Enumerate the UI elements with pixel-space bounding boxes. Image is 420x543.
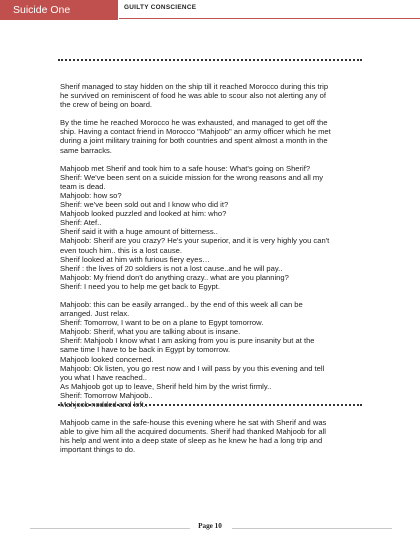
chapter-title: GUILTY CONSCIENCE <box>124 4 197 11</box>
section-divider-top <box>58 59 362 63</box>
text-line: Mahjoob: this can be easily arranged.. by the end of this week all can be <box>60 299 303 309</box>
section-divider-middle <box>58 404 362 408</box>
text-line: Sherif managed to stay hidden on the ship till it reached Morocco during this trip <box>60 82 329 91</box>
section-1-text <box>60 82 365 409</box>
text-line: Sherif : the lives of 20 soldiers is not a lost cause..and he will pay.. <box>60 263 283 273</box>
text-line: Mahjoob: Sherif, what you are talking about is insane. <box>60 327 241 337</box>
text-line: you what I have reached.. <box>60 372 147 382</box>
text-line: Mahjoob nodded and left.. <box>60 400 148 409</box>
text-line: the crew of being on board. <box>60 100 153 110</box>
text-line: By the time he reached Morocco he was exhausted, and managed to get off the <box>60 118 328 128</box>
text-line: he survived on reminiscent of food he was able to scour also not alerting any of <box>60 91 326 101</box>
text-line: Mahjoob: Sherif are you crazy? He's your superior, and it is very highly you can't <box>60 236 330 246</box>
text-line: team is dead. <box>60 181 106 191</box>
text-line: Mahjoob met Sherif and took him to a safe house: What's going on Sherif? <box>60 163 311 173</box>
paragraph-gap <box>60 109 365 118</box>
page-number: Page 10 <box>198 522 222 530</box>
text-line: Sherif said it with a huge amount of bitterness.. <box>60 227 218 237</box>
text-line: Sherif: Mahjoob I know what I am asking from you is pure insanity but at the <box>60 336 315 346</box>
text-line: same time I have to be back in Egypt by tomorrow. <box>60 345 231 355</box>
text-line: Sherif: Atef.. <box>60 218 102 228</box>
text-line: able to give him all the acquired documents. Sherif had thanked Mahjoob for all <box>60 427 326 437</box>
text-line: Mahjoob: My friend don't do anything crazy.. what are you planning? <box>60 272 289 282</box>
text-line: even touch him.. this is a lost cause. <box>60 245 182 255</box>
text-line: Sherif: We've been sent on a suicide mission for the wrong reasons and all my <box>60 172 324 182</box>
text-line: Sherif: I need you to help me get back to Egypt. <box>60 281 220 291</box>
text-line: Mahjoob: Ok listen, you go rest now and I will pass by you this evening and tell <box>60 363 325 373</box>
text-line: same barracks. <box>60 145 112 155</box>
text-line: Sherif: Tomorrow Mahjoob.. <box>60 390 153 400</box>
text-line: important things to do. <box>60 445 136 455</box>
paragraph-gap <box>60 291 365 300</box>
text-line: Mahjoob looked puzzled and looked at him: who? <box>60 209 227 219</box>
section-2-text <box>60 418 365 454</box>
book-title: Suicide One <box>0 0 118 20</box>
text-line: arranged. Just relax. <box>60 309 130 319</box>
page-header <box>0 0 420 21</box>
text-line: Mahjoob looked concerned. <box>60 354 154 364</box>
text-line: Sherif: we've been sold out and I know who did it? <box>60 200 229 210</box>
text-line: Sherif: Tomorrow, I want to be on a plane to Egypt tomorrow. <box>60 318 264 328</box>
text-line: during a joint military training for both countries and spent almost a month in the <box>60 136 328 146</box>
text-line: ship. Having a contact friend in Morocco "Mahjoob" an army officer which he met <box>60 127 331 137</box>
text-line: his help and went into a deep state of sleep as he knew he had a long trip and <box>60 436 323 446</box>
paragraph-gap <box>60 155 365 164</box>
text-line: Mahjoob: how so? <box>60 190 122 200</box>
header-rule <box>119 18 420 19</box>
text-line: As Mahjoob got up to leave, Sherif held him by the wrist firmly.. <box>60 381 272 391</box>
text-line: Mahjoob came in the safe-house this evening where he sat with Sherif and was <box>60 418 327 427</box>
text-line: Sherif looked at him with furious fiery eyes… <box>60 254 210 264</box>
